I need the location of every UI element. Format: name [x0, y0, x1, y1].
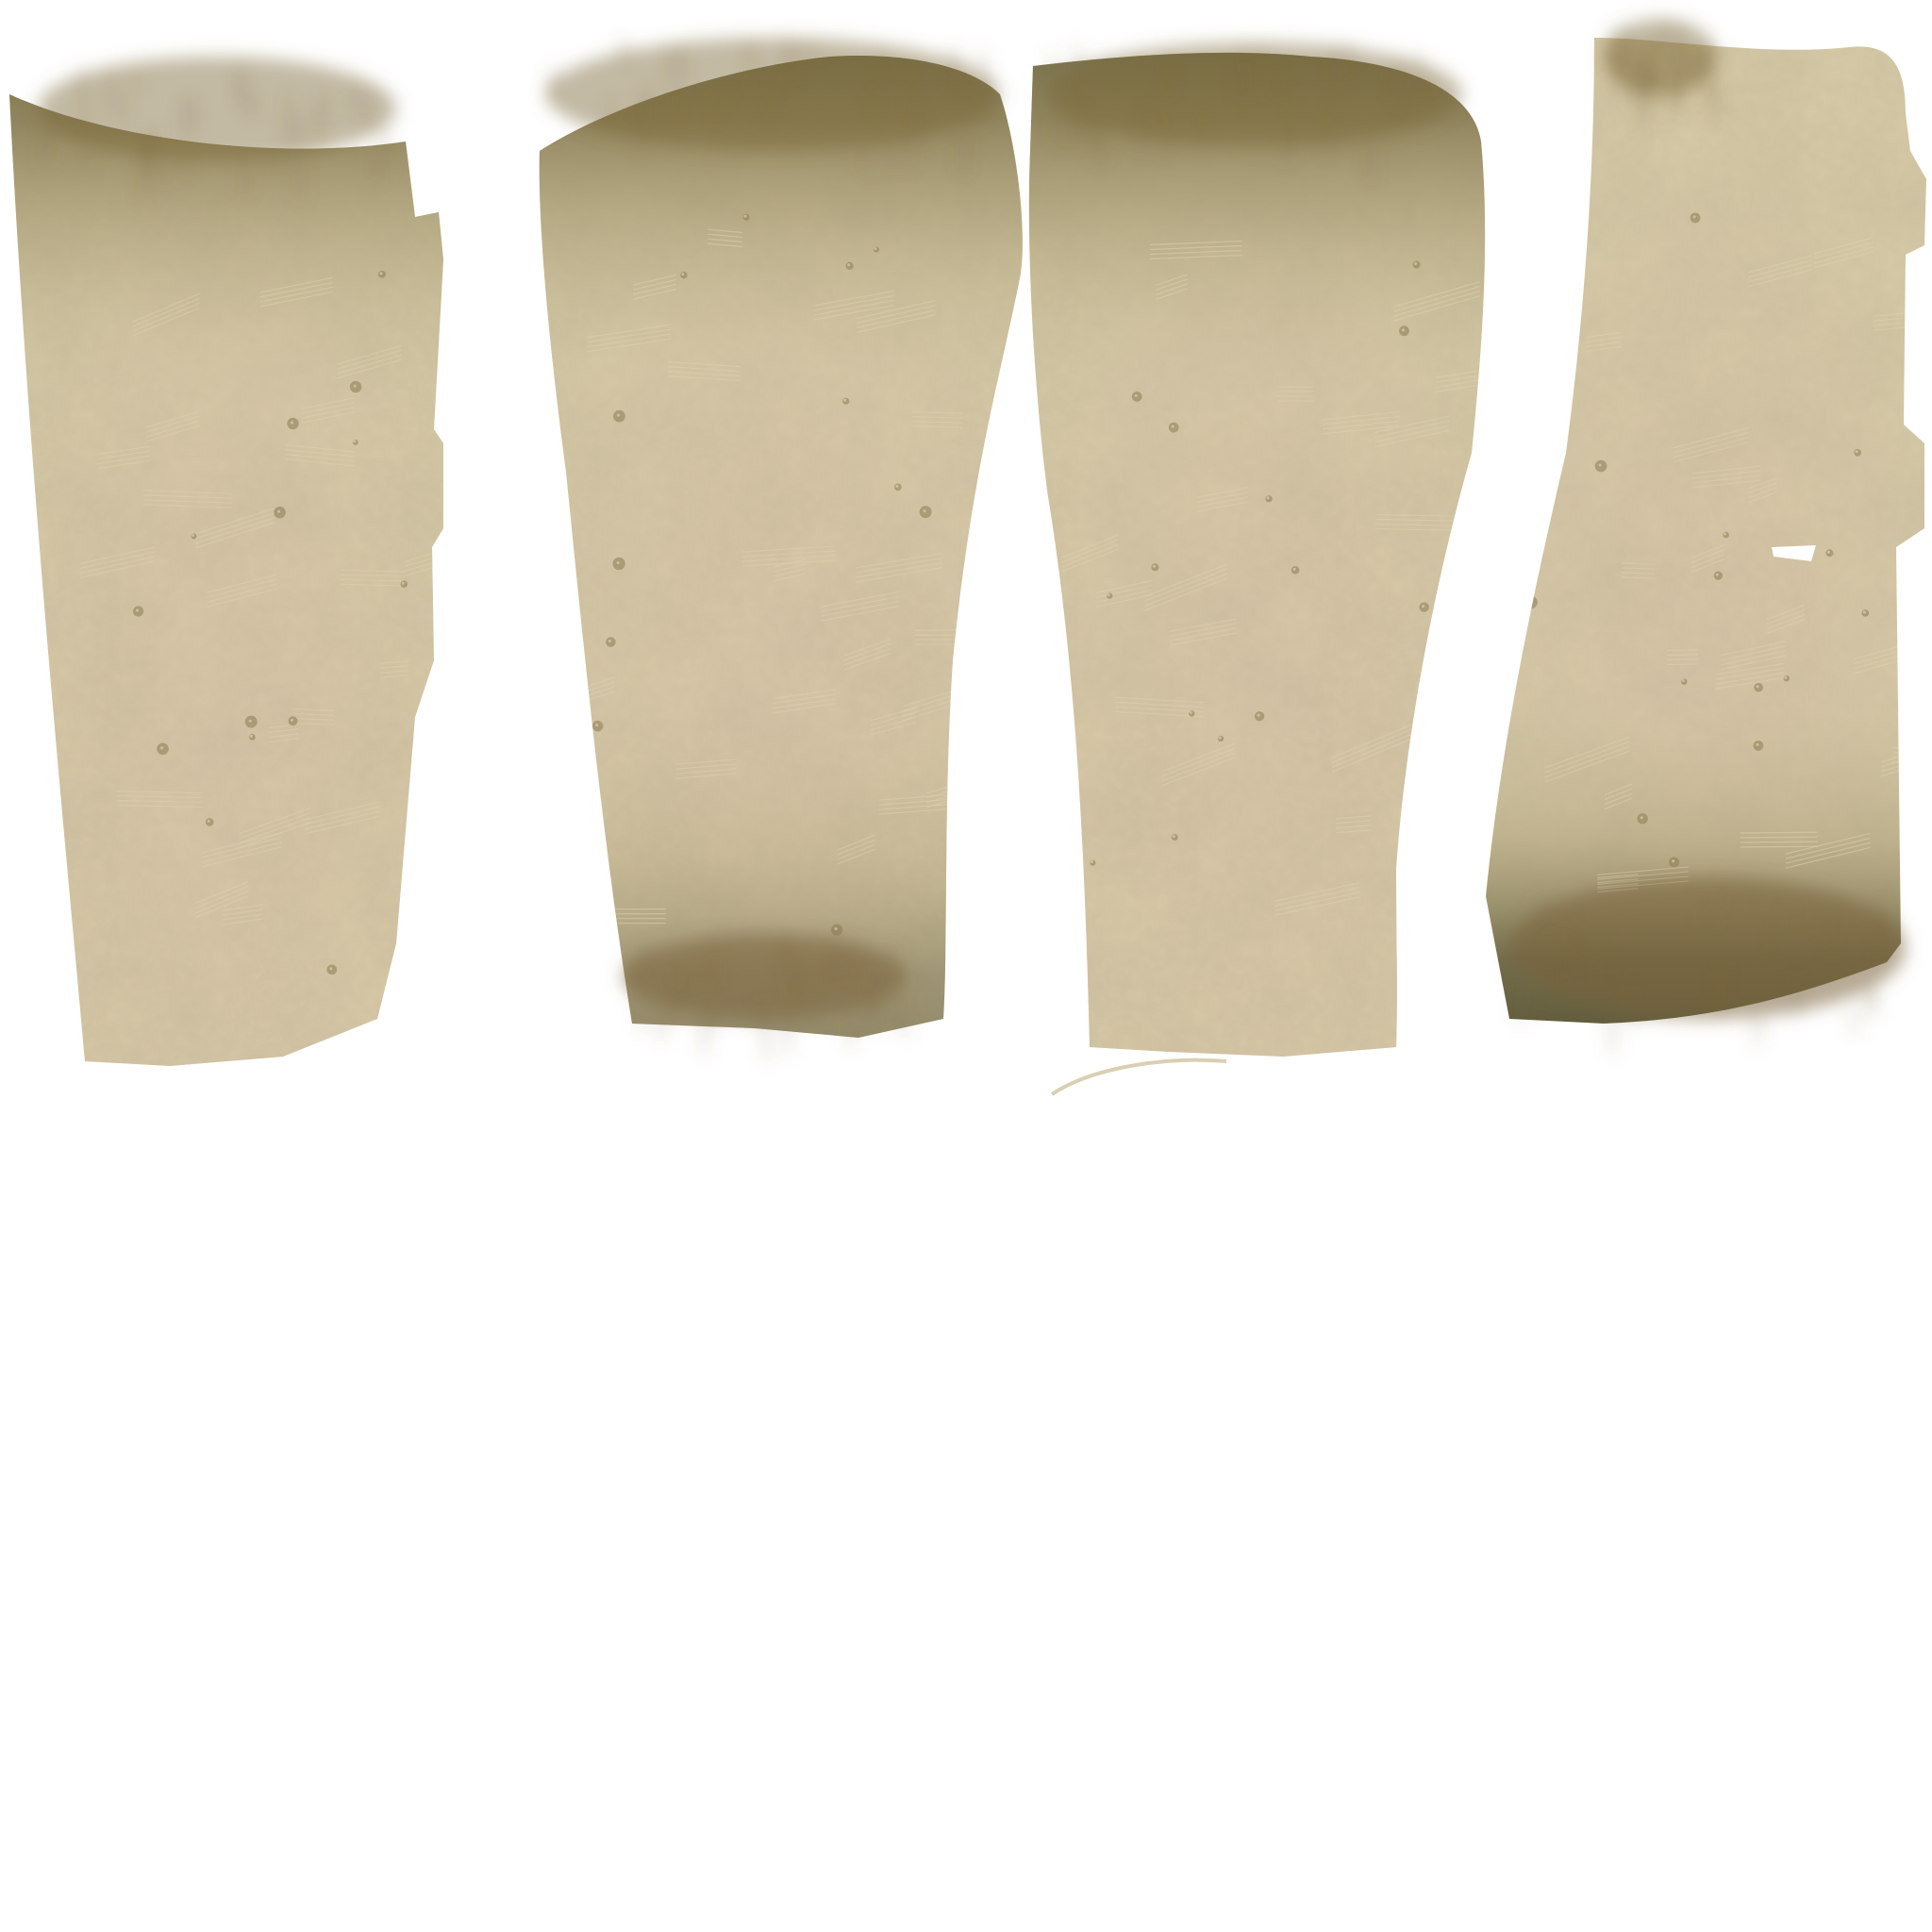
atlas-layer	[0, 19, 1932, 1094]
remnant-arc	[1052, 1060, 1226, 1094]
parchment-panel-2	[528, 38, 1038, 1057]
parchment-panel-1	[0, 38, 480, 1085]
parchment-panel-3	[1024, 38, 1510, 1066]
